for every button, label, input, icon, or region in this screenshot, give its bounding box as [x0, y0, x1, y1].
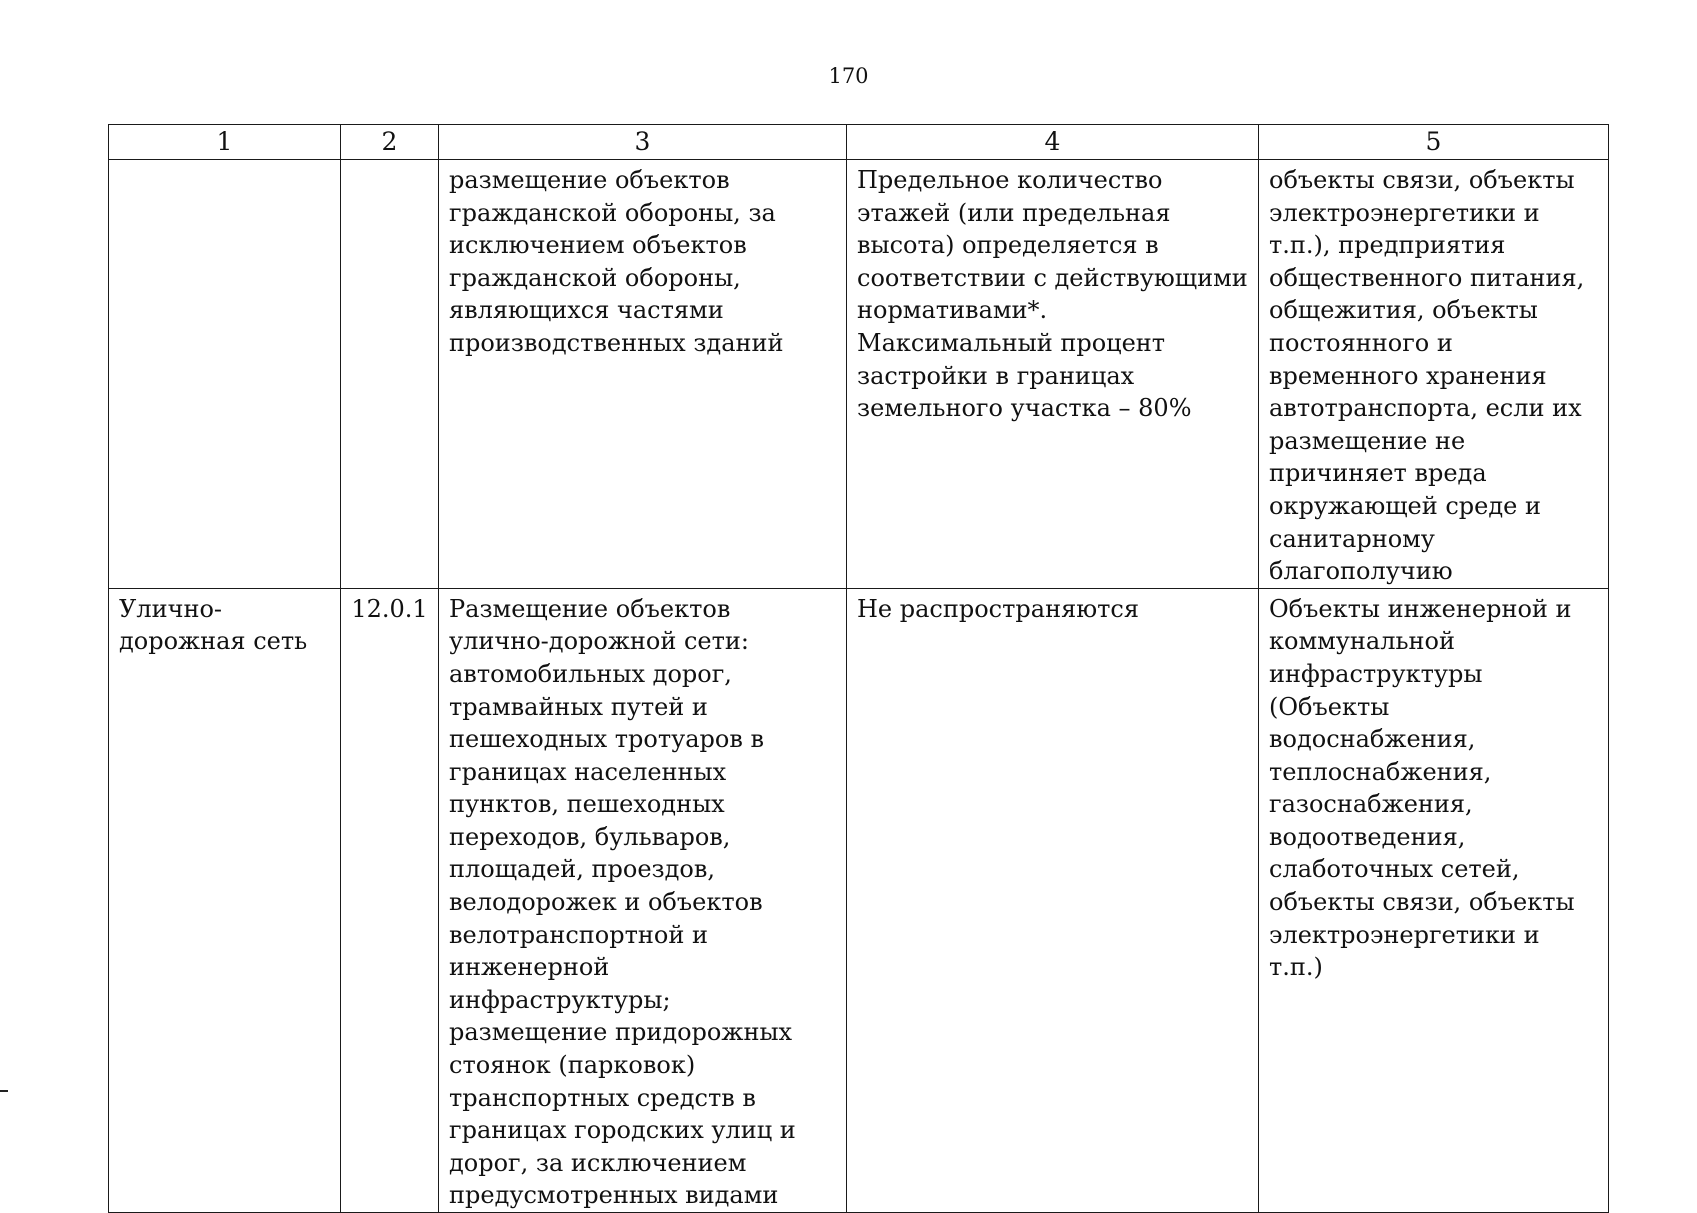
cell-usage-code: 12.0.1 — [341, 588, 439, 1212]
header-col-2: 2 — [341, 125, 439, 160]
table-row — [109, 588, 1609, 1212]
header-col-4: 4 — [847, 125, 1259, 160]
table-row — [109, 160, 1609, 589]
cell-usage-code — [341, 160, 439, 589]
header-col-3: 3 — [439, 125, 847, 160]
cell-parameters: Предельное количество этажей (или предельная высота) определяется в соответствии с действующими нормативами*. Максимальный процент застройки в границах земельного участка – 80% — [847, 160, 1259, 589]
cell-usage-type: Улично-дорожная сеть — [109, 588, 341, 1212]
cell-usage-type — [109, 160, 341, 589]
cell-auxiliary-uses: объекты связи, объекты электроэнергетики и т.п.), предприятия общественного питания, общежития, объекты постоянного и временного хранения автотранспорта, если их размещение не причиняет вреда окружающей среде и санитарному благополучию — [1259, 160, 1609, 589]
cell-parameters: Не распространяются — [847, 588, 1259, 1212]
cell-usage-description: размещение объектов гражданской обороны, за исключением объектов гражданской обороны, являющихся частями производственных зданий — [439, 160, 847, 589]
regulations-table — [108, 124, 1609, 1213]
header-col-1: 1 — [109, 125, 341, 160]
header-col-5: 5 — [1259, 125, 1609, 160]
page-number: 170 — [828, 64, 869, 88]
table-header-row — [109, 125, 1609, 160]
cell-auxiliary-uses: Объекты инженерной и коммунальной инфраструктуры (Объекты водоснабжения, теплоснабжения, газоснабжения, водоотведения, слаботочных сетей, объекты связи, объекты электроэнергетики и т.п.) — [1259, 588, 1609, 1212]
cell-usage-description: Размещение объектов улично-дорожной сети: автомобильных дорог, трамвайных путей и пешеходных тротуаров в границах населенных пунктов, пешеходных переходов, бульваров, площадей, проездов, велодорожек и объектов велотранспортной и инженерной инфраструктуры; размещение придорожных стоянок (парковок) транспортных средств в границах городских улиц и дорог, за исключением предусмотренных видами — [439, 588, 847, 1212]
scan-margin-mark — [0, 1090, 8, 1092]
